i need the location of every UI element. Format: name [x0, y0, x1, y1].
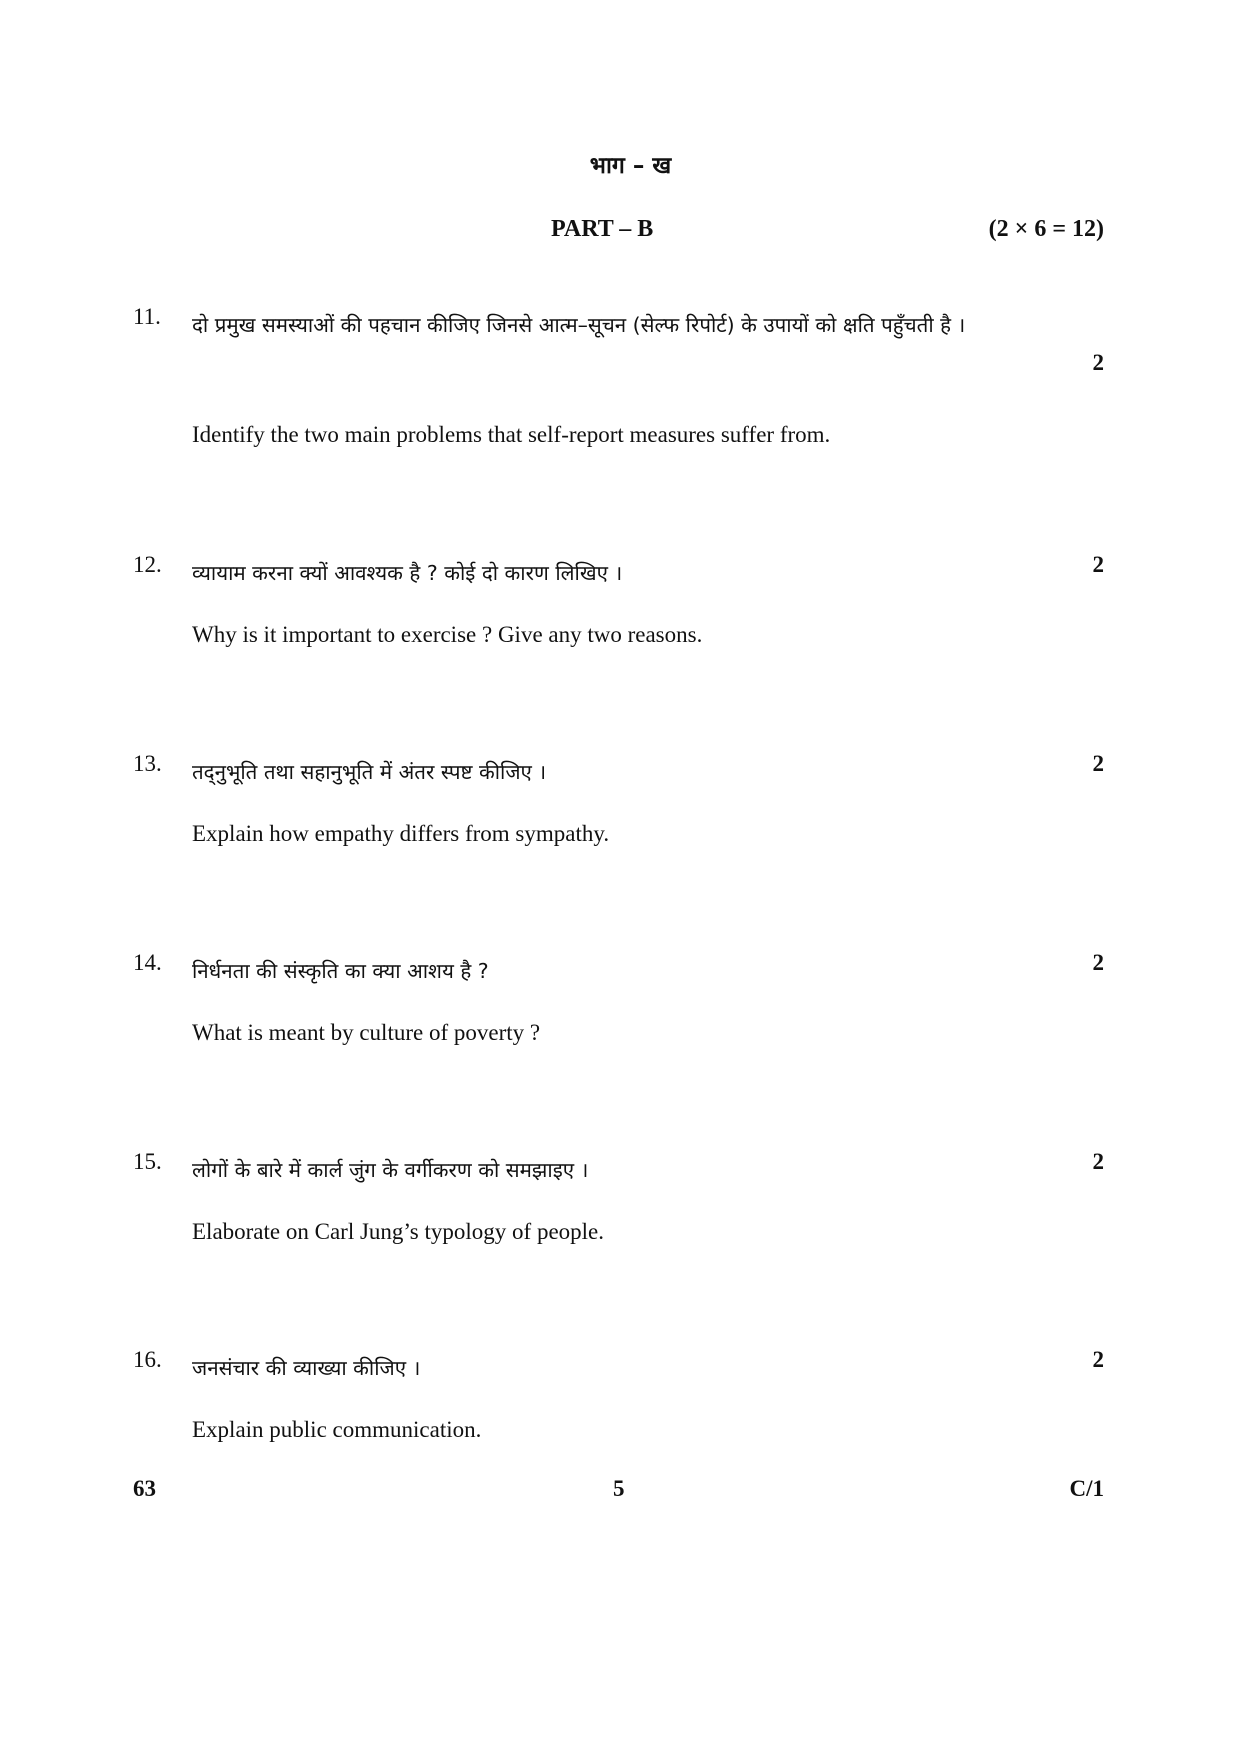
question-marks: 2: [1092, 350, 1104, 375]
question-text-english: What is meant by culture of poverty ?: [192, 1020, 541, 1045]
question-number: 12.: [133, 552, 162, 577]
question-text-hindi: दो प्रमुख समस्याओं की पहचान कीजिए जिनसे आत्म–सूचन (सेल्फ रिपोर्ट) के उपायों को क्षति पहुँचती है ।: [192, 313, 966, 337]
part-header: [0, 216, 1241, 248]
question-number: 16.: [133, 1347, 162, 1372]
question-text-hindi: लोगों के बारे में कार्ल जुंग के वर्गीकरण को समझाइए ।: [192, 1158, 589, 1182]
page-footer: [0, 1476, 1241, 1506]
question-number: 14.: [133, 950, 162, 975]
question-text-hindi: व्यायाम करना क्यों आवश्यक है ? कोई दो कारण लिखिए ।: [192, 561, 623, 585]
question-text-english: Elaborate on Carl Jung’s typology of people.: [192, 1219, 605, 1244]
question-number: 13.: [133, 751, 162, 776]
question-text-english: Why is it important to exercise ? Give any two reasons.: [192, 622, 703, 647]
page-number: 5: [613, 1476, 625, 1501]
question-text-hindi: निर्धनता की संस्कृति का क्या आशय है ?: [192, 959, 489, 983]
question-marks: 2: [1092, 552, 1104, 577]
question-marks: 2: [1092, 950, 1104, 975]
section-heading-hindi: भाग – ख: [589, 153, 672, 179]
question-marks: 2: [1092, 1347, 1104, 1372]
marks-scheme: (2 × 6 = 12): [988, 216, 1104, 242]
question-number: 15.: [133, 1149, 162, 1174]
part-title: PART – B: [551, 216, 654, 242]
subject-code: 63: [133, 1476, 156, 1501]
question-text-hindi: जनसंचार की व्याख्या कीजिए ।: [192, 1356, 421, 1380]
question-text-english: Explain how empathy differs from sympathy.: [192, 821, 610, 846]
question-number: 11.: [133, 304, 161, 329]
question-text-english: Identify the two main problems that self-report measures suffer from.: [192, 422, 831, 447]
question-text-hindi: तद्‌नुभूति तथा सहानुभूति में अंतर स्पष्ट कीजिए ।: [192, 760, 547, 784]
question-marks: 2: [1092, 1149, 1104, 1174]
question-marks: 2: [1092, 751, 1104, 776]
set-code: C/1: [1069, 1476, 1104, 1501]
question-text-english: Explain public communication.: [192, 1417, 482, 1442]
